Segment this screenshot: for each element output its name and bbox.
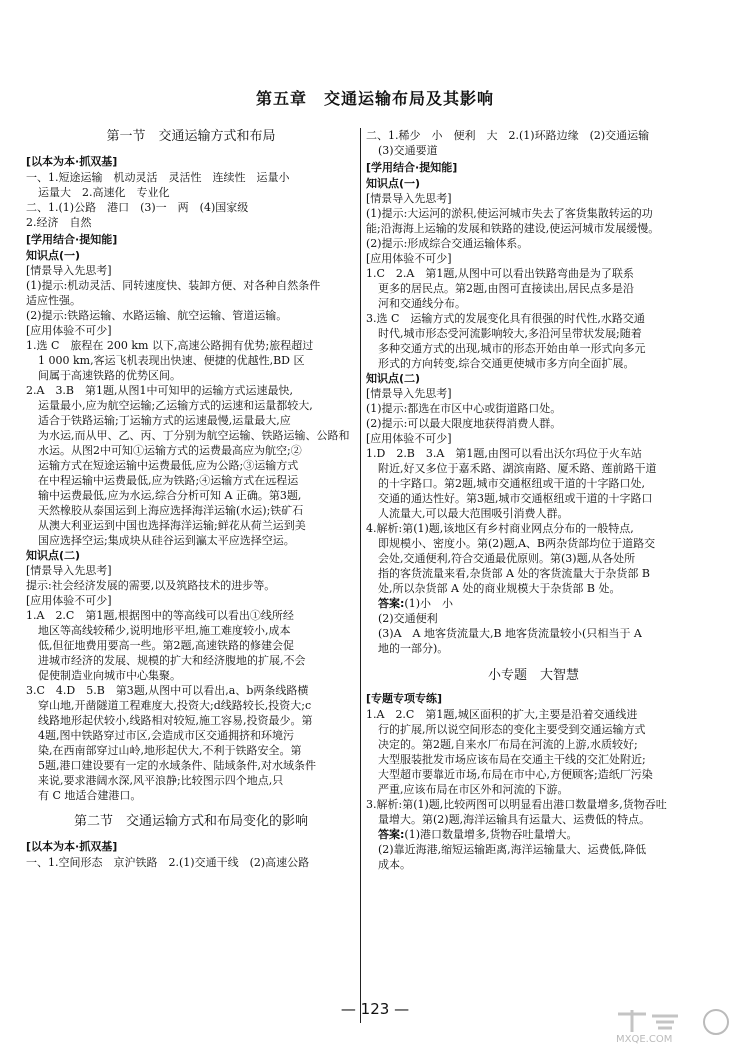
sub-heading: [应用体验不可少] bbox=[26, 594, 112, 607]
column-divider bbox=[360, 128, 361, 1023]
text-line: 人流量大,可以最大范围吸引消费人群。 bbox=[378, 507, 569, 520]
answer-line bbox=[366, 596, 701, 611]
text-line: 交通的通达性好。第3题,城市交通枢纽或干道的十字路口 bbox=[378, 492, 653, 505]
text-line: 严重,应该布局在市区外和河流的下游。 bbox=[378, 783, 569, 796]
sub-heading: [情景导入先思考] bbox=[366, 387, 452, 400]
text-line: 输中运费最低,应为水运,综合分析可知 A 正确。第3题, bbox=[38, 489, 302, 502]
answer-text: (1)港口数量增多,货物吞吐量增大。 bbox=[404, 828, 578, 841]
text-line: 穿山地,开凿隧道工程难度大,投资大;d线路较长,投资大;c bbox=[38, 699, 312, 712]
answer-label: 答案: bbox=[378, 828, 405, 841]
text-line: 3.解析:第(1)题,比较两图可以明显看出港口数量增多,货物吞吐 bbox=[366, 798, 667, 811]
text-line: 量增大。第(2)题,海洋运输具有运量大、运费低的特点。 bbox=[378, 813, 651, 826]
text-line: 有 C 地适合建港口。 bbox=[38, 789, 142, 802]
text-line: 处,所以杂货部 A 处的商业规模大于杂货部 B 处。 bbox=[378, 582, 621, 595]
text-line: (1)提示:机动灵活、同转速度快、装卸方便、对各种自然条件 bbox=[26, 279, 321, 292]
bracket-heading: [专题专项专练] bbox=[366, 692, 443, 705]
text-line: 4题,图中铁路穿过市区,会造成市区交通拥挤和环境污 bbox=[38, 729, 294, 742]
text-line: 地区等高线较稀少,说明地形平坦,施工难度较小,成本 bbox=[38, 624, 291, 637]
text-line: 1 000 km,客运飞机表现出快速、便捷的优越性,BD 区 bbox=[38, 354, 305, 367]
text-line: 大型超市要靠近市场,布局在市中心,方便顾客;造纸厂污染 bbox=[378, 768, 653, 781]
text-line: 大型服装批发市场应该布局在交通主干线的交汇处附近; bbox=[378, 753, 646, 766]
text-line: 为水运,而从甲、乙、丙、丁分别为航空运输、铁路运输、公路和 bbox=[38, 429, 350, 442]
text-line: (2)提示:铁路运输、水路运输、航空运输、管道运输。 bbox=[26, 309, 288, 322]
text-line: 一、1.空间形态 京沪铁路 2.(1)交通干线 (2)高速公路 bbox=[26, 856, 310, 869]
sub-heading: [应用体验不可少] bbox=[26, 324, 112, 337]
text-line: (3)交通要道 bbox=[378, 144, 438, 157]
text-line: 提示:社会经济发展的需要,以及筑路技术的进步等。 bbox=[26, 579, 276, 592]
section-title: 第二节 交通运输方式和布局变化的影响 bbox=[73, 814, 308, 829]
text-line: 附近,好又多位于嘉禾路、湖滨南路、厦禾路、莲前路干道 bbox=[378, 462, 657, 475]
text-line: (2)提示:可以最大限度地获得消费人群。 bbox=[366, 417, 562, 430]
sub-heading: [情景导入先思考] bbox=[26, 564, 112, 577]
bracket-heading: [学用结合·提知能] bbox=[366, 161, 458, 174]
text-line: 2.经济 自然 bbox=[26, 216, 92, 229]
sub-heading: [应用体验不可少] bbox=[366, 252, 452, 265]
bracket-heading: [以本为本·抓双基] bbox=[26, 155, 118, 168]
knowledge-point-heading: 知识点(二) bbox=[26, 549, 81, 562]
text-line: 在中程运输中运费最低,应为铁路;④运输方式在远程运 bbox=[38, 474, 299, 487]
chapter-title: 第五章 交通运输布局及其影响 bbox=[255, 89, 494, 108]
text-line: 运输方式在短途运输中运费最低,应为公路;③运输方式 bbox=[38, 459, 299, 472]
text-line: 运量最小,应为航空运输;乙运输方式的运速和运量都较大, bbox=[38, 399, 313, 412]
text-line: 4.解析:第(1)题,该地区有乡村商业网点分布的一般特点, bbox=[366, 522, 634, 535]
text-line: (3)A A 地客货流量大,B 地客货流量较小(只相当于 A bbox=[378, 627, 642, 640]
text-line: 二、1.(1)公路 港口 (3)一 两 (4)国家级 bbox=[26, 201, 249, 214]
text-line: 天然橡胶从泰国运到上海应选择海洋运输(水运);铁矿石 bbox=[38, 504, 304, 517]
text-line: 河和交通线分布。 bbox=[378, 297, 466, 310]
text-line: 1.D 2.B 3.A 第1题,由图可以看出沃尔玛位于火车站 bbox=[366, 447, 642, 460]
text-line: 决定的。第2题,自来水厂布局在河流的上游,水质较好; bbox=[378, 738, 638, 751]
text-line: 时代,城市形态受河流影响较大,多沿河呈带状发展;随着 bbox=[378, 327, 642, 340]
sub-heading: [应用体验不可少] bbox=[366, 432, 452, 445]
text-line: (2)交通便利 bbox=[378, 612, 438, 625]
text-line: 即规模小、密度小。第(2)题,A、B两杂货部均位于道路交 bbox=[378, 537, 656, 550]
text-line: 水运。从图2中可知①运输方式的运费最高应为航空;② bbox=[38, 444, 302, 457]
text-line: 染,在西南部穿过山岭,地形起伏大,不利于铁路安全。第 bbox=[38, 744, 302, 757]
text-line: 1.C 2.A 第1题,从图中可以看出铁路弯曲是为了联系 bbox=[366, 267, 634, 280]
text-line: 二、1.稀少 小 便利 大 2.(1)环路边缘 (2)交通运输 bbox=[366, 129, 650, 142]
text-line: 行的扩展,所以说空间形态的变化主要受到交通运输方式 bbox=[378, 723, 646, 736]
text-line: 促使制造业向城市中心集聚。 bbox=[38, 669, 181, 682]
watermark-logo bbox=[612, 1008, 744, 1044]
text-line: 从澳大利亚运到中国也选择海洋运输;鲜花从荷兰运到美 bbox=[38, 519, 306, 532]
bracket-heading: [以本为本·抓双基] bbox=[26, 840, 118, 853]
sub-heading: [情景导入先思考] bbox=[26, 264, 112, 277]
text-line: 3.选 C 运输方式的发展变化具有很强的时代性,水路交通 bbox=[366, 312, 645, 325]
text-line: 指的客货流量来看,杂货部 A 处的客货流量大于杂货部 B bbox=[378, 567, 651, 580]
text-line: 成本。 bbox=[378, 858, 411, 871]
text-line: 更多的居民点。第2题,由图可直接读出,居民点多是沿 bbox=[378, 282, 634, 295]
answer-line bbox=[366, 827, 701, 842]
text-line: (2)提示:形成综合交通运输体系。 bbox=[366, 237, 529, 250]
text-line: 低,但征地费用要高一些。第2题,高速铁路的修建会促 bbox=[38, 639, 294, 652]
text-line: 进城市经济的发展、规模的扩大和经济腹地的扩展,不会 bbox=[38, 654, 306, 667]
text-line: 运量大 2.高速化 专业化 bbox=[38, 186, 170, 199]
text-line: 能;沿海海上运输的发展和铁路的建设,使运河城市发展缓慢。 bbox=[366, 222, 660, 235]
text-line: 地的一部分)。 bbox=[378, 642, 449, 655]
text-line: 1.A 2.C 第1题,根据图中的等高线可以看出①线所经 bbox=[26, 609, 294, 622]
text-line: 的十字路口。第2题,城市交通枢纽或干道的十字路口处, bbox=[378, 477, 645, 490]
knowledge-point-heading: 知识点(一) bbox=[366, 177, 421, 190]
text-line: 一、1.短途运输 机动灵活 灵活性 连续性 运量小 bbox=[26, 171, 290, 184]
text-line: 来说,要求港阔水深,风平浪静;比较图示四个地点,只 bbox=[38, 774, 284, 787]
mini-topic-title: 小专题 大智慧 bbox=[487, 668, 579, 683]
sub-heading: [情景导入先思考] bbox=[366, 192, 452, 205]
text-line: 2.A 3.B 第1题,从图1中可知甲的运输方式运速最快, bbox=[26, 384, 294, 397]
answer-text: (1)小 小 bbox=[404, 597, 453, 610]
text-line: 5题,港口建设要有一定的水域条件、陆域条件,对水域条件 bbox=[38, 759, 316, 772]
text-line: 3.C 4.D 5.B 第3题,从图中可以看出,a、b两条线路横 bbox=[26, 684, 309, 697]
knowledge-point-heading: 知识点(二) bbox=[366, 372, 421, 385]
knowledge-point-heading: 知识点(一) bbox=[26, 249, 81, 262]
page-number: — 123 — bbox=[340, 1000, 410, 1018]
text-line: (1)提示:大运河的淤积,使运河城市失去了客货集散转运的功 bbox=[366, 207, 653, 220]
right-column bbox=[366, 128, 701, 872]
bracket-heading: [学用结合·提知能] bbox=[26, 233, 118, 246]
text-line: 1.A 2.C 第1题,城区面积的扩大,主要是沿着交通线进 bbox=[366, 708, 638, 721]
answer-label: 答案: bbox=[378, 597, 405, 610]
svg-text:MXQE.COM: MXQE.COM bbox=[616, 1034, 673, 1044]
text-line: 形式的方向转变,综合交通更使城市多方向全面扩展。 bbox=[378, 357, 635, 370]
text-line: 多种交通方式的出现,城市的形态开始由单一形式向多元 bbox=[378, 342, 646, 355]
text-line: 适合于铁路运输;丁运输方式的运速最慢,运量最大,应 bbox=[38, 414, 291, 427]
text-line: 间属于高速铁路的优势区间。 bbox=[38, 369, 181, 382]
text-line: (2)靠近海港,缩短运输距离,海洋运输量大、运费低,降低 bbox=[378, 843, 647, 856]
text-line: 线路地形起伏较小,线路相对较短,施工容易,投资最少。第 bbox=[38, 714, 313, 727]
text-line: 会处,交通便利,符合交通最优原则。第(3)题,从各处所 bbox=[378, 552, 636, 565]
text-line: 适应性强。 bbox=[26, 294, 81, 307]
section-title: 第一节 交通运输方式和布局 bbox=[106, 129, 276, 144]
text-line: (1)提示:都选在市区中心或街道路口处。 bbox=[366, 402, 562, 415]
text-line: 1.选 C 旅程在 200 km 以下,高速公路拥有优势;旅程超过 bbox=[26, 339, 314, 352]
text-line: 国应选择空运;集成块从硅谷运到瀛太平应选择空运。 bbox=[38, 534, 295, 547]
left-column bbox=[26, 128, 356, 870]
